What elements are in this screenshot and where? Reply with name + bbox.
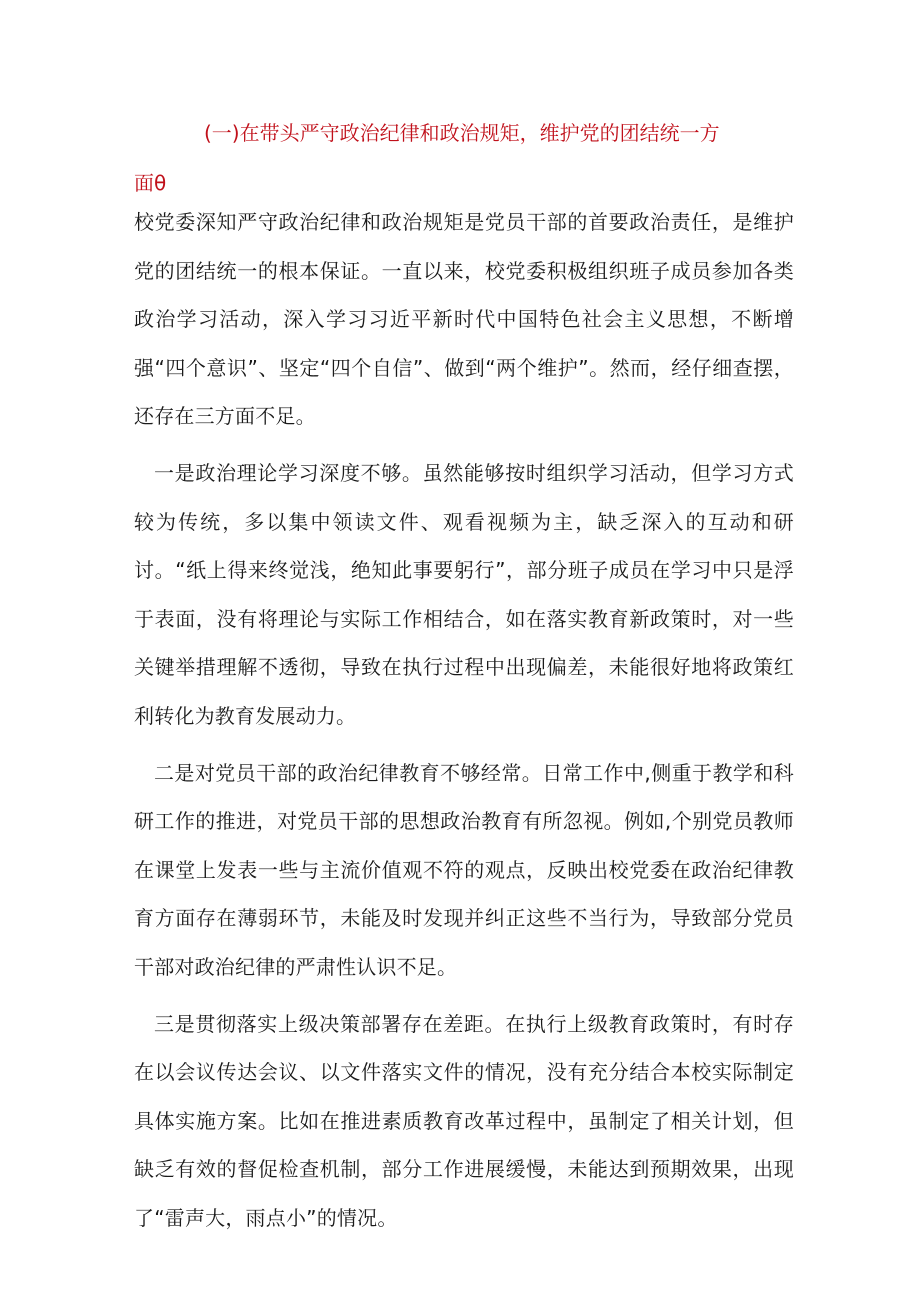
section-heading-line2: 面θ — [134, 171, 167, 195]
paragraph-issue-2: 二是对党员干部的政治纪律教育不够经常。日常工作中,侧重于教学和科研工作的推进，对党员干部的思想政治教育有所忽视。例如,个别党员教师在课堂上发表一些与主流价值观不符的观点，反映出校党委在政治纪律教育方面存在薄弱环节，未能及时发现并纠正这些不当行为，导致部分党员干部对政治纪律的严肃性认识不足。 — [134, 760, 794, 979]
paragraph-issue-1: 一是政治理论学习深度不够。虽然能够按时组织学习活动，但学习方式较为传统，多以集中领读文件、观看视频为主，缺乏深入的互动和研讨。“纸上得来终觉浅，绝知此事要躬行”，部分班子成员在学习中只是浮于表面，没有将理论与实际工作相结合，如在落实教育新政策时，对一些关键举措理解不透彻，导致在执行过程中出现偏差，未能很好地将政策红利转化为教育发展动力。 — [134, 460, 794, 728]
document-body — [134, 198, 794, 1244]
section-heading-line1: (一)在带头严守政治纪律和政治规矩，维护党的团结统一方 — [204, 121, 720, 145]
paragraph-intro: 校党委深知严守政治纪律和政治规矩是党员干部的首要政治责任，是维护党的团结统一的根本保证。一直以来，校党委积极组织班子成员参加各类政治学习活动，深入学习习近平新时代中国特色社会主义思想，不断增强“四个意识”、坚定“四个自信”、做到“两个维护”。然而，经仔细查摆，还存在三方面不足。 — [134, 210, 794, 429]
paragraph-issue-3: 三是贯彻落实上级决策部署存在差距。在执行上级教育政策时，有时存在以会议传达会议、以文件落实文件的情况，没有充分结合本校实际制定具体实施方案。比如在推进素质教育改革过程中，虽制定了相关计划，但缺乏有效的督促检查机制，部分工作进展缓慢，未能达到预期效果，出现了“雷声大，雨点小”的情况。 — [134, 1011, 794, 1230]
section-heading — [134, 108, 794, 208]
